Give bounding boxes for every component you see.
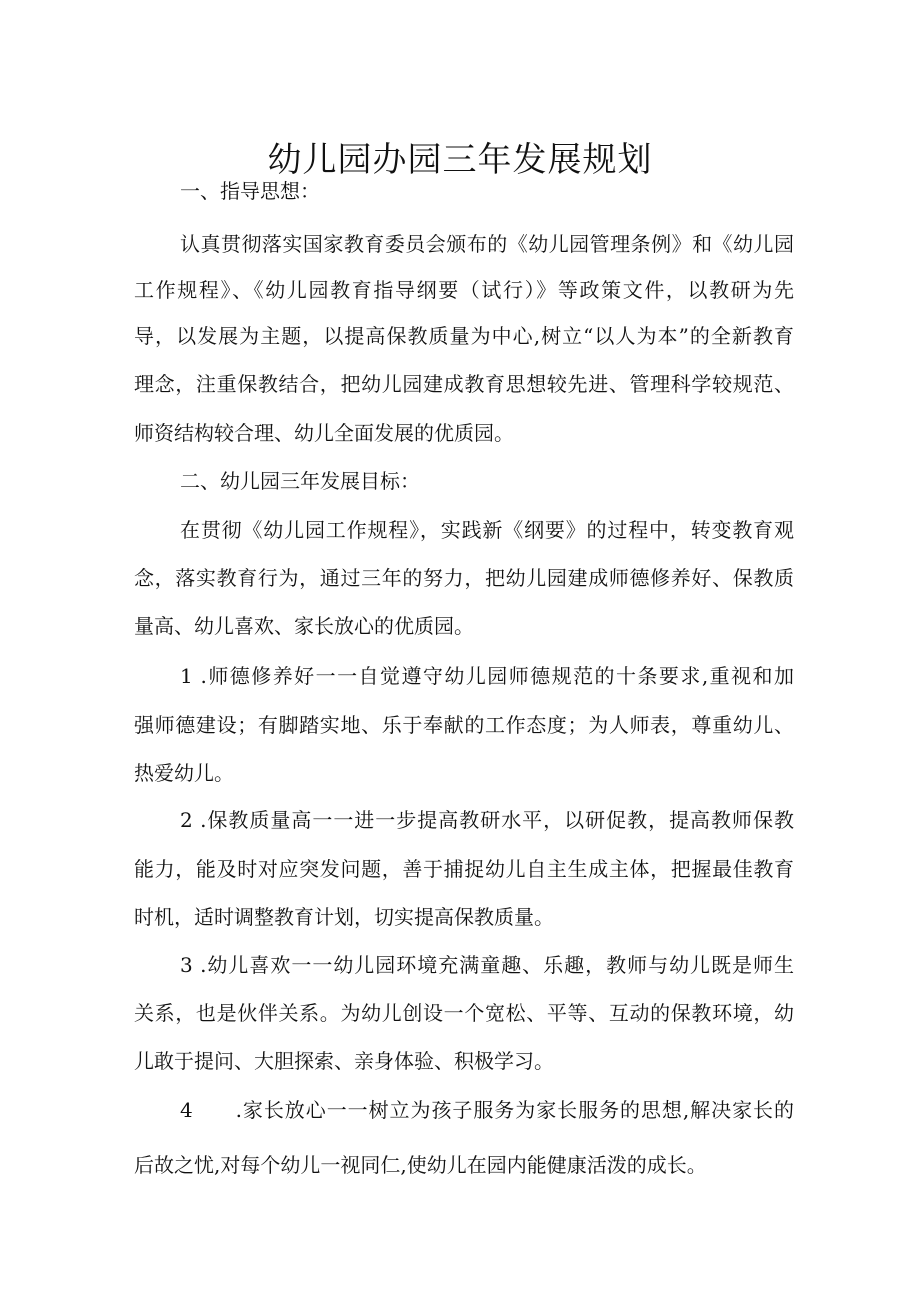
list-item-4-line: 后故之忧,对每个幼儿一视同仁,使幼儿在园内能健康活泼的成长。	[134, 1153, 707, 1177]
document-title: 幼儿园办园三年发展规划	[267, 139, 653, 180]
list-item-3-line: 3 .幼儿喜欢一一幼儿园环境充满童趣、乐趣，教师与幼儿既是师生	[180, 953, 794, 977]
paragraph-line: 在贯彻《幼儿园工作规程》，实践新《纲要》的过程中，转变教育观	[180, 518, 794, 542]
section-heading-guiding: 一、指导思想：	[180, 179, 320, 203]
list-item-2-line: 能力，能及时对应突发问题，善于捕捉幼儿自主生成主体，把握最佳教育	[134, 857, 794, 881]
list-item-2-line: 2 .保教质量高一一进一步提高教研水平，以研促教，提高教师保教	[180, 808, 794, 832]
paragraph-line: 工作规程》、《幼儿园教育指导纲要（试行）》等政策文件，以教研为先	[134, 278, 794, 302]
list-item-1-line: 热爱幼儿。	[134, 761, 234, 785]
paragraph-line: 理念，注重保教结合，把幼儿园建成教育思想较先进、管理科学较规范、	[134, 372, 794, 396]
paragraph-line: 师资结构较合理、幼儿全面发展的优质园。	[134, 421, 514, 445]
paragraph-line: 量高、幼儿喜欢、家长放心的优质园。	[134, 614, 474, 638]
list-item-4-line: 4 .家长放心一一树立为孩子服务为家长服务的思想,解决家长的	[180, 1098, 794, 1122]
list-item-3-line: 关系，也是伙伴关系。为幼儿创设一个宽松、平等、互动的保教环境，幼	[134, 1001, 794, 1025]
paragraph-line: 导，以发展为主题，以提高保教质量为中心,树立“以人为本”的全新教育	[134, 324, 794, 348]
paragraph-line: 认真贯彻落实国家教育委员会颁布的《幼儿园管理条例》和《幼儿园	[180, 232, 794, 256]
section-heading-goals: 二、幼儿园三年发展目标：	[180, 469, 420, 493]
list-item-2-line: 时机，适时调整教育计划，切实提高保教质量。	[134, 905, 554, 929]
list-item-1-line: 1 .师德修养好一一自觉遵守幼儿园师德规范的十条要求,重视和加	[180, 664, 794, 688]
list-item-3-line: 儿敢于提问、大胆探索、亲身体验、积极学习。	[134, 1049, 554, 1073]
paragraph-line: 念，落实教育行为，通过三年的努力，把幼儿园建成师德修养好、保教质	[134, 566, 794, 590]
list-item-1-line: 强师德建设；有脚踏实地、乐于奉献的工作态度；为人师表，尊重幼儿、	[134, 713, 794, 737]
